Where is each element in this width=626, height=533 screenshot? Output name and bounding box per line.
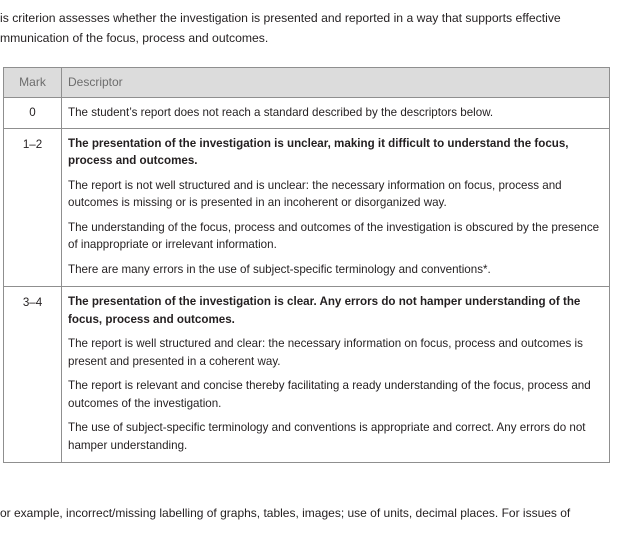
descriptor-lead: The presentation of the investigation is clear. Any errors do not hamper understanding of the focus, process and outcomes.	[68, 295, 581, 326]
descriptor-column-header: Descriptor	[62, 68, 610, 98]
descriptor-paragraph: There are many errors in the use of subject-specific terminology and conventions*.	[68, 262, 491, 276]
table-header-row	[4, 68, 610, 98]
mark-column-header: Mark	[4, 68, 62, 98]
descriptor-paragraph: The report is relevant and concise thereby facilitating a ready understanding of the focus, process and outcomes of the investigation.	[68, 379, 591, 410]
footnote-text: or example, incorrect/missing labelling of graphs, tables, images; use of units, decimal places. For issues of	[0, 506, 571, 520]
intro-line-1: is criterion assesses whether the investigation is presented and reported in a way that supports effective	[0, 11, 561, 25]
table-row-mark-0	[4, 98, 610, 129]
mark-cell: 1–2	[4, 128, 62, 287]
descriptor-paragraph: The use of subject-specific terminology and conventions is appropriate and correct. Any errors do not hamper understanding.	[68, 421, 586, 452]
descriptor-paragraph: The understanding of the focus, process and outcomes of the investigation is obscured by the presence of inappropriate or irrelevant information.	[68, 220, 600, 251]
mark-cell: 0	[4, 98, 62, 129]
intro-line-2: mmunication of the focus, process and outcomes.	[0, 31, 269, 45]
descriptor-paragraph: The student’s report does not reach a standard described by the descriptors below.	[68, 106, 494, 119]
descriptor-cell	[62, 287, 610, 463]
descriptor-lead: The presentation of the investigation is unclear, making it difficult to understand the focus, process and outcomes.	[68, 136, 569, 167]
descriptor-paragraph: The report is well structured and clear: the necessary information on focus, process and outcomes is present and presented in a coherent way.	[68, 337, 583, 368]
assessment-rubric-table	[3, 67, 610, 463]
descriptor-cell	[62, 98, 610, 129]
descriptor-paragraph: The report is not well structured and is unclear: the necessary information on focus, process and outcomes is missing or is presented in an incoherent or disorganized way.	[68, 178, 562, 209]
descriptor-cell	[62, 128, 610, 287]
table-row-mark-1-2	[4, 128, 610, 287]
table-row-mark-3-4	[4, 287, 610, 463]
mark-cell: 3–4	[4, 287, 62, 463]
intro-text	[0, 8, 626, 48]
